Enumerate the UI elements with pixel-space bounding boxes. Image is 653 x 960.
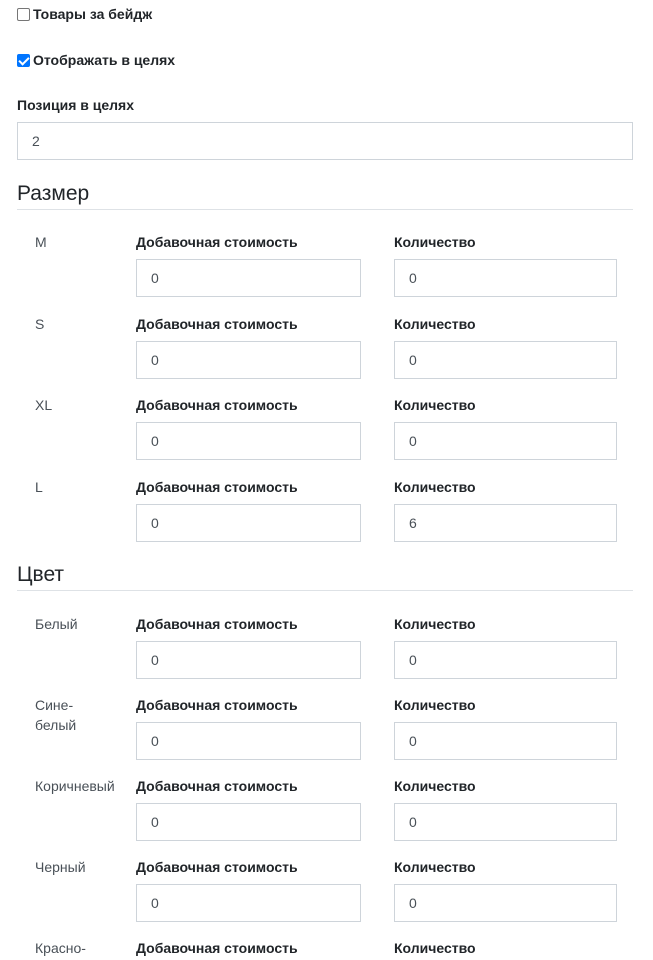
extra-cost-input[interactable] — [136, 884, 361, 922]
quantity-input[interactable] — [394, 259, 617, 297]
extra-cost-label: Добавочная стоимость — [136, 859, 298, 875]
extra-cost-label: Добавочная стоимость — [136, 234, 298, 250]
extra-cost-label: Добавочная стоимость — [136, 616, 298, 632]
size-option-name: M — [35, 234, 47, 250]
quantity-label: Количество — [394, 697, 476, 713]
size-section-divider — [17, 209, 633, 210]
size-option-name: S — [35, 316, 45, 332]
size-option-name: XL — [35, 397, 53, 413]
quantity-label: Количество — [394, 616, 476, 632]
quantity-label: Количество — [394, 940, 476, 956]
show-in-goals-checkbox[interactable] — [17, 54, 30, 67]
quantity-input[interactable] — [394, 641, 617, 679]
quantity-input[interactable] — [394, 884, 617, 922]
color-option-name: Коричневый — [35, 778, 115, 794]
extra-cost-input[interactable] — [136, 803, 361, 841]
extra-cost-input[interactable] — [136, 504, 361, 542]
color-section-divider — [17, 590, 633, 591]
quantity-input[interactable] — [394, 722, 617, 760]
quantity-label: Количество — [394, 778, 476, 794]
extra-cost-label: Добавочная стоимость — [136, 940, 298, 956]
badge-products-label: Товары за бейдж — [33, 6, 153, 22]
extra-cost-input[interactable] — [136, 722, 361, 760]
color-option-name: Красно- — [35, 940, 86, 956]
quantity-input[interactable] — [394, 341, 617, 379]
extra-cost-input[interactable] — [136, 641, 361, 679]
quantity-label: Количество — [394, 859, 476, 875]
size-option-name: L — [35, 479, 43, 495]
quantity-label: Количество — [394, 397, 476, 413]
quantity-input[interactable] — [394, 422, 617, 460]
extra-cost-label: Добавочная стоимость — [136, 697, 298, 713]
show-in-goals-label: Отображать в целях — [33, 52, 176, 68]
color-option-name: Белый — [35, 616, 78, 632]
color-section-title: Цвет — [17, 563, 65, 586]
quantity-label: Количество — [394, 234, 476, 250]
extra-cost-input[interactable] — [136, 341, 361, 379]
badge-products-checkbox[interactable] — [17, 8, 30, 21]
size-section-title: Размер — [17, 182, 90, 205]
extra-cost-label: Добавочная стоимость — [136, 479, 298, 495]
extra-cost-input[interactable] — [136, 422, 361, 460]
quantity-input[interactable] — [394, 803, 617, 841]
goal-position-label: Позиция в целях — [17, 97, 135, 113]
quantity-label: Количество — [394, 479, 476, 495]
show-in-goals-checkbox-row[interactable] — [17, 52, 175, 68]
quantity-input[interactable] — [394, 504, 617, 542]
extra-cost-label: Добавочная стоимость — [136, 316, 298, 332]
quantity-label: Количество — [394, 316, 476, 332]
extra-cost-label: Добавочная стоимость — [136, 397, 298, 413]
color-option-name: Черный — [35, 859, 86, 875]
extra-cost-input[interactable] — [136, 259, 361, 297]
extra-cost-label: Добавочная стоимость — [136, 778, 298, 794]
goal-position-input[interactable] — [17, 122, 633, 160]
color-option-name: Сине-белый — [35, 697, 77, 733]
badge-products-checkbox-row[interactable] — [17, 6, 152, 22]
